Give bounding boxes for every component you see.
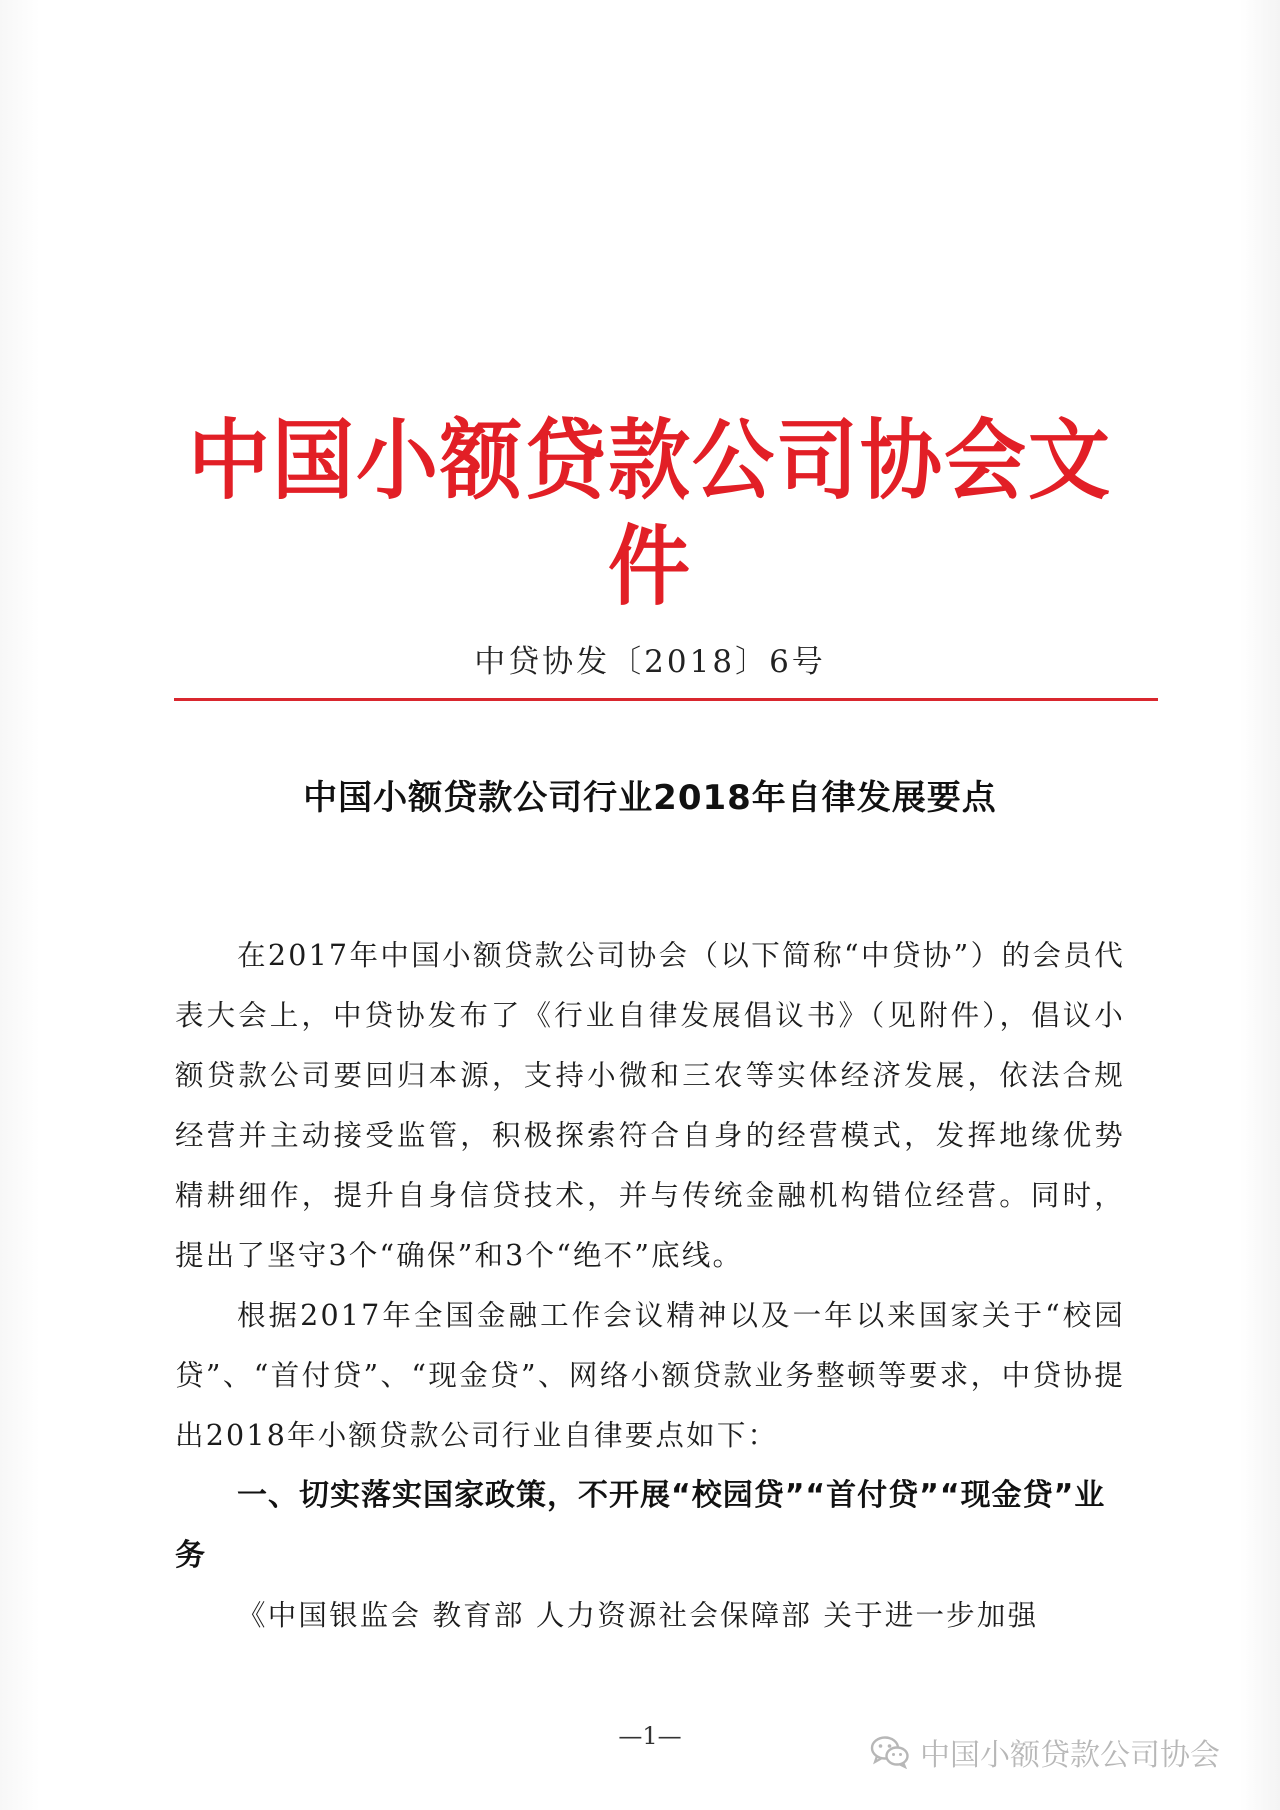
wechat-icon: [870, 1735, 910, 1769]
paragraph-basis: 根据2017年全国金融工作会议精神以及一年以来国家关于“校园贷”、“首付贷”、“现金贷”、网络小额贷款业务整顿等要求，中贷协提出2018年小额贷款公司行业自律要点如下：: [175, 1299, 1125, 1452]
wechat-watermark: [870, 1730, 1220, 1774]
watermark-text: 中国小额贷款公司协会: [920, 1738, 1220, 1773]
masthead-title: 中国小额贷款公司协会文件: [187, 411, 1112, 618]
red-divider-line: [174, 698, 1158, 701]
section-heading-1: 一、切实落实国家政策，不开展“校园贷”“首付贷”“现金贷”业务: [175, 1478, 1106, 1573]
paragraph-section-1: 《中国银监会 教育部 人力资源社会保障部 关于进一步加强: [237, 1599, 1039, 1632]
page-number: —1—: [618, 1722, 682, 1750]
paragraph-intro: 在2017年中国小额贷款公司协会（以下简称“中贷协”）的会员代表大会上，中贷协发布了《行业自律发展倡议书》（见附件），倡议小额贷款公司要回归本源，支持小微和三农等实体经济发展，依法合规经营并主动接受监管，积极探索符合自身的经营模式，发挥地缘优势精耕细作，提升自身信贷技术，并与传统金融机构错位经营。同时，提出了坚守3个“确保”和3个“绝不”底线。: [175, 939, 1125, 1272]
document-title: 中国小额贷款公司行业2018年自律发展要点: [303, 778, 997, 818]
document-number: 中贷协发〔2018〕6号: [474, 644, 826, 680]
